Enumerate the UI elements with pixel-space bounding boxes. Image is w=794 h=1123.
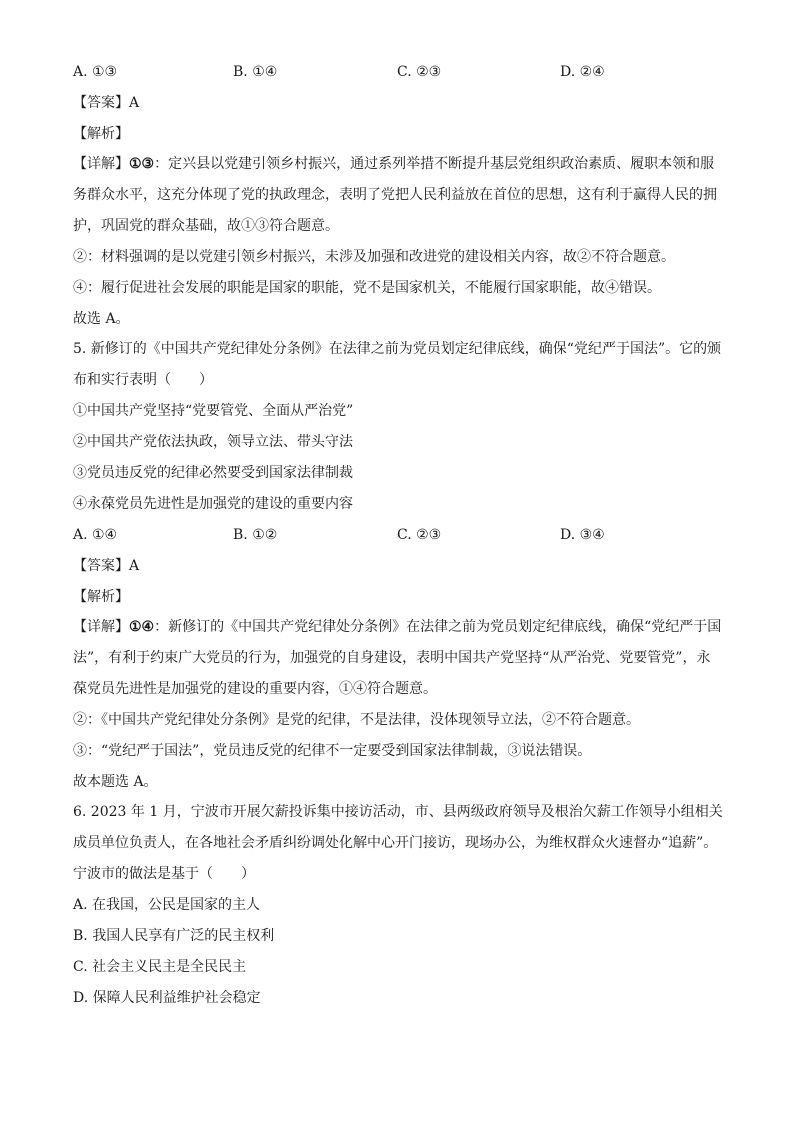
q6-choice-c: C. 社会主义民主是全民民主 [73, 959, 247, 975]
q4-detail-tag: 【详解】 [73, 156, 129, 172]
q4-option-c: C. ②③ [397, 64, 442, 80]
q5-options [73, 525, 723, 545]
q4-detail-text: ：定兴县以党建引领乡村振兴，通过系列举措不断提升基层党组织政治素质、履职本领和服务群众水平，这充分体现了党的执政理念，表明了党把人民利益放在首位的思想，这有利于赢得人民的拥护，巩固党的群众基础，故①③符合题意。 [73, 156, 717, 234]
q6-stem: 6. 2023 年 1 月，宁波市开展欠薪投诉集中接访活动，市、县两级政府领导及根治欠薪工作领导小组相关成员单位负责人，在各地社会矛盾纠纷调处化解中心开门接访，现场办公，为维权群众火速督办“追薪”。宁波市的做法是基于（ ） [73, 804, 723, 882]
q4-detail-numbers: ①③ [129, 156, 155, 172]
q4-analysis-label: 【解析】 [73, 126, 129, 142]
q4-note-2: ②：材料强调的是以党建引领乡村振兴，未涉及加强和改进党的建设相关内容，故②不符合题意。 [73, 249, 675, 265]
q5-note-3: ③：“党纪严于国法”，党员违反党的纪律不一定要受到国家法律制裁，③说法错误。 [73, 743, 592, 759]
q4-note-4: ④：履行促进社会发展的职能是国家的职能，党不是国家机关，不能履行国家职能，故④错误。 [73, 280, 661, 296]
q6-choice-d: D. 保障人民利益维护社会稳定 [73, 990, 261, 1006]
q5-option-a: A. ①④ [73, 527, 118, 543]
q5-option-d: D. ③④ [560, 527, 605, 543]
q4-option-a: A. ①③ [73, 64, 118, 80]
q5-answer: 【答案】A [73, 558, 140, 574]
q5-note-2: ②：《中国共产党纪律处分条例》是党的纪律，不是法律，没体现领导立法，②不符合题意。 [73, 712, 640, 728]
q5-item-1: ①中国共产党坚持“党要管党、全面从严治党” [73, 403, 354, 419]
q6-choice-b: B. 我国人民享有广泛的民主权利 [73, 928, 275, 944]
q5-detail-tag: 【详解】 [73, 619, 129, 635]
q4-answer: 【答案】A [73, 95, 140, 111]
document-page [73, 62, 723, 1019]
q5-conclusion: 故本题选 A。 [73, 774, 158, 790]
q5-option-b: B. ①② [233, 527, 278, 543]
q4-option-d: D. ②④ [560, 64, 605, 80]
q5-option-c: C. ②③ [397, 527, 442, 543]
q4-conclusion: 故选 A。 [73, 311, 130, 327]
q5-stem: 5. 新修订的《中国共产党纪律处分条例》在法律之前为党员划定纪律底线，确保“党纪严于国法”。它的颁布和实行表明（ ） [73, 341, 722, 388]
q5-item-2: ②中国共产党依法执政，领导立法、带头守法 [73, 434, 353, 450]
q5-detail [73, 612, 723, 705]
q4-options [73, 62, 723, 82]
q6-choice-a: A. 在我国，公民是国家的主人 [73, 897, 261, 913]
q5-item-4: ④永葆党员先进性是加强党的建设的重要内容 [73, 496, 353, 512]
q5-item-3: ③党员违反党的纪律必然要受到国家法律制裁 [73, 465, 353, 481]
q5-detail-text: ：新修订的《中国共产党纪律处分条例》在法律之前为党员划定纪律底线，确保“党纪严于国法”，有利于约束广大党员的行为，加强党的自身建设，表明中国共产党坚持“从严治党、党要管党”，永葆党员先进性是加强党的建设的重要内容，①④符合题意。 [73, 619, 722, 697]
q5-detail-numbers: ①④ [129, 619, 155, 635]
q5-analysis-label: 【解析】 [73, 589, 129, 605]
q4-option-b: B. ①④ [233, 64, 278, 80]
q4-detail [73, 149, 723, 242]
